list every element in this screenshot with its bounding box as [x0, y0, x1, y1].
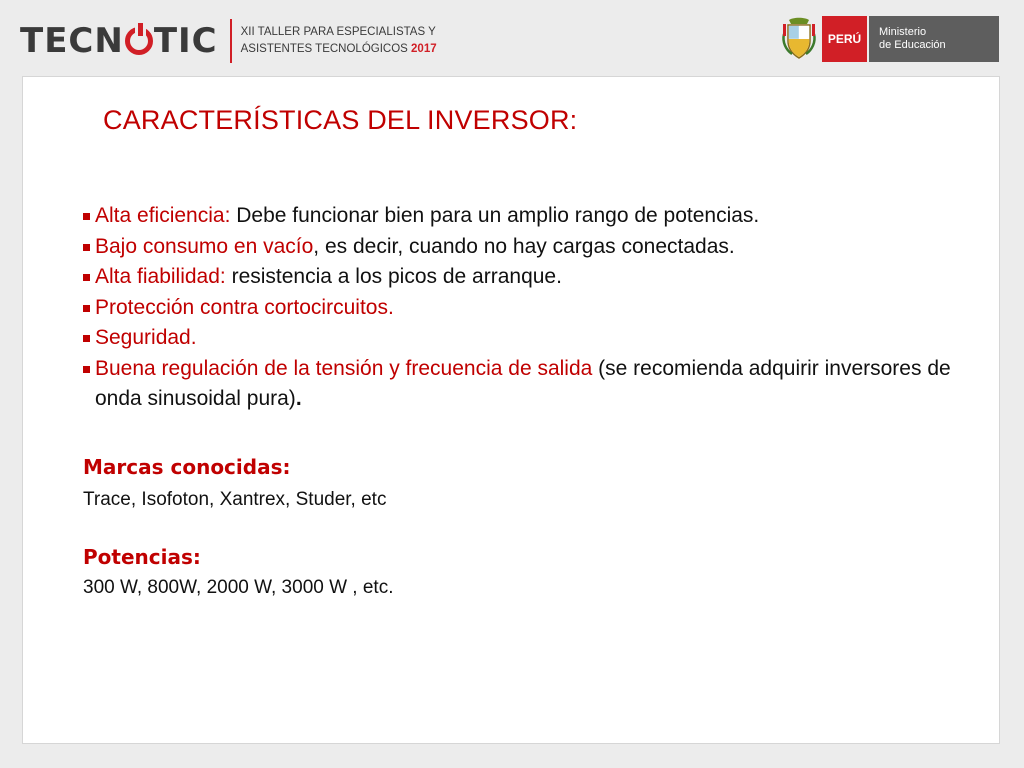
- header-bar: [0, 0, 1024, 76]
- logo-wordmark: [20, 18, 218, 64]
- square-bullet-icon: [83, 213, 90, 220]
- event-line-2-text: ASISTENTES TECNOLÓGICOS: [240, 43, 412, 55]
- brands-heading: Marcas conocidas:: [83, 455, 291, 479]
- feature-description: (se recomienda adquirir inversores de onda sinusoidal pura): [95, 356, 951, 410]
- brands-text: Trace, Isofoton, Xantrex, Studer, etc: [83, 489, 387, 510]
- sentence-end: .: [295, 387, 302, 410]
- list-item: [83, 293, 988, 324]
- feature-description: resistencia a los picos de arranque.: [225, 265, 562, 288]
- event-line-1: XII TALLER PARA ESPECIALISTAS Y: [240, 26, 436, 38]
- list-item: [83, 201, 988, 232]
- logo-divider: [230, 19, 232, 63]
- logo-text-left: TECN: [20, 21, 124, 61]
- ministry-label: [867, 16, 999, 62]
- country-label: PERÚ: [822, 16, 867, 62]
- event-year: 2017: [411, 43, 437, 55]
- power-heading: Potencias:: [83, 545, 201, 569]
- feature-description: , es decir, cuando no hay cargas conectadas.: [313, 234, 735, 258]
- event-line-2: [241, 41, 441, 58]
- slide-title: CARACTERÍSTICAS DEL INVERSOR:: [103, 105, 578, 135]
- event-subtitle: [241, 24, 441, 58]
- feature-name: Seguridad.: [95, 326, 197, 349]
- feature-name: Protección contra cortocircuitos.: [95, 295, 394, 319]
- feature-name: Bajo consumo en vacío: [95, 234, 314, 258]
- feature-name: Buena regulación de la tensión y frecuencia de salida: [95, 356, 593, 380]
- square-bullet-icon: [83, 305, 90, 312]
- tecnotic-logo: [20, 18, 441, 64]
- square-bullet-icon: [83, 274, 90, 281]
- square-bullet-icon: [83, 335, 90, 342]
- list-item: [83, 354, 988, 415]
- logo-text-right: TIC: [153, 21, 218, 61]
- list-item: [83, 232, 988, 263]
- feature-name: Alta fiabilidad:: [95, 265, 226, 288]
- square-bullet-icon: [83, 366, 90, 373]
- ministry-line-1: Ministerio: [879, 26, 927, 38]
- slide-content: [22, 76, 1000, 744]
- feature-list: [83, 201, 988, 415]
- ministry-line-2: de Educación: [879, 39, 946, 51]
- peru-coat-of-arms-icon: [780, 16, 818, 62]
- feature-name: Alta eficiencia:: [95, 204, 231, 227]
- square-bullet-icon: [83, 244, 90, 251]
- list-item: [83, 323, 988, 354]
- power-text: 300 W, 800W, 2000 W, 3000 W , etc.: [83, 577, 394, 598]
- feature-description: Debe funcionar bien para un amplio rango de potencias.: [230, 204, 760, 227]
- power-icon: [125, 27, 153, 55]
- government-logo: [780, 16, 999, 62]
- list-item: [83, 262, 988, 293]
